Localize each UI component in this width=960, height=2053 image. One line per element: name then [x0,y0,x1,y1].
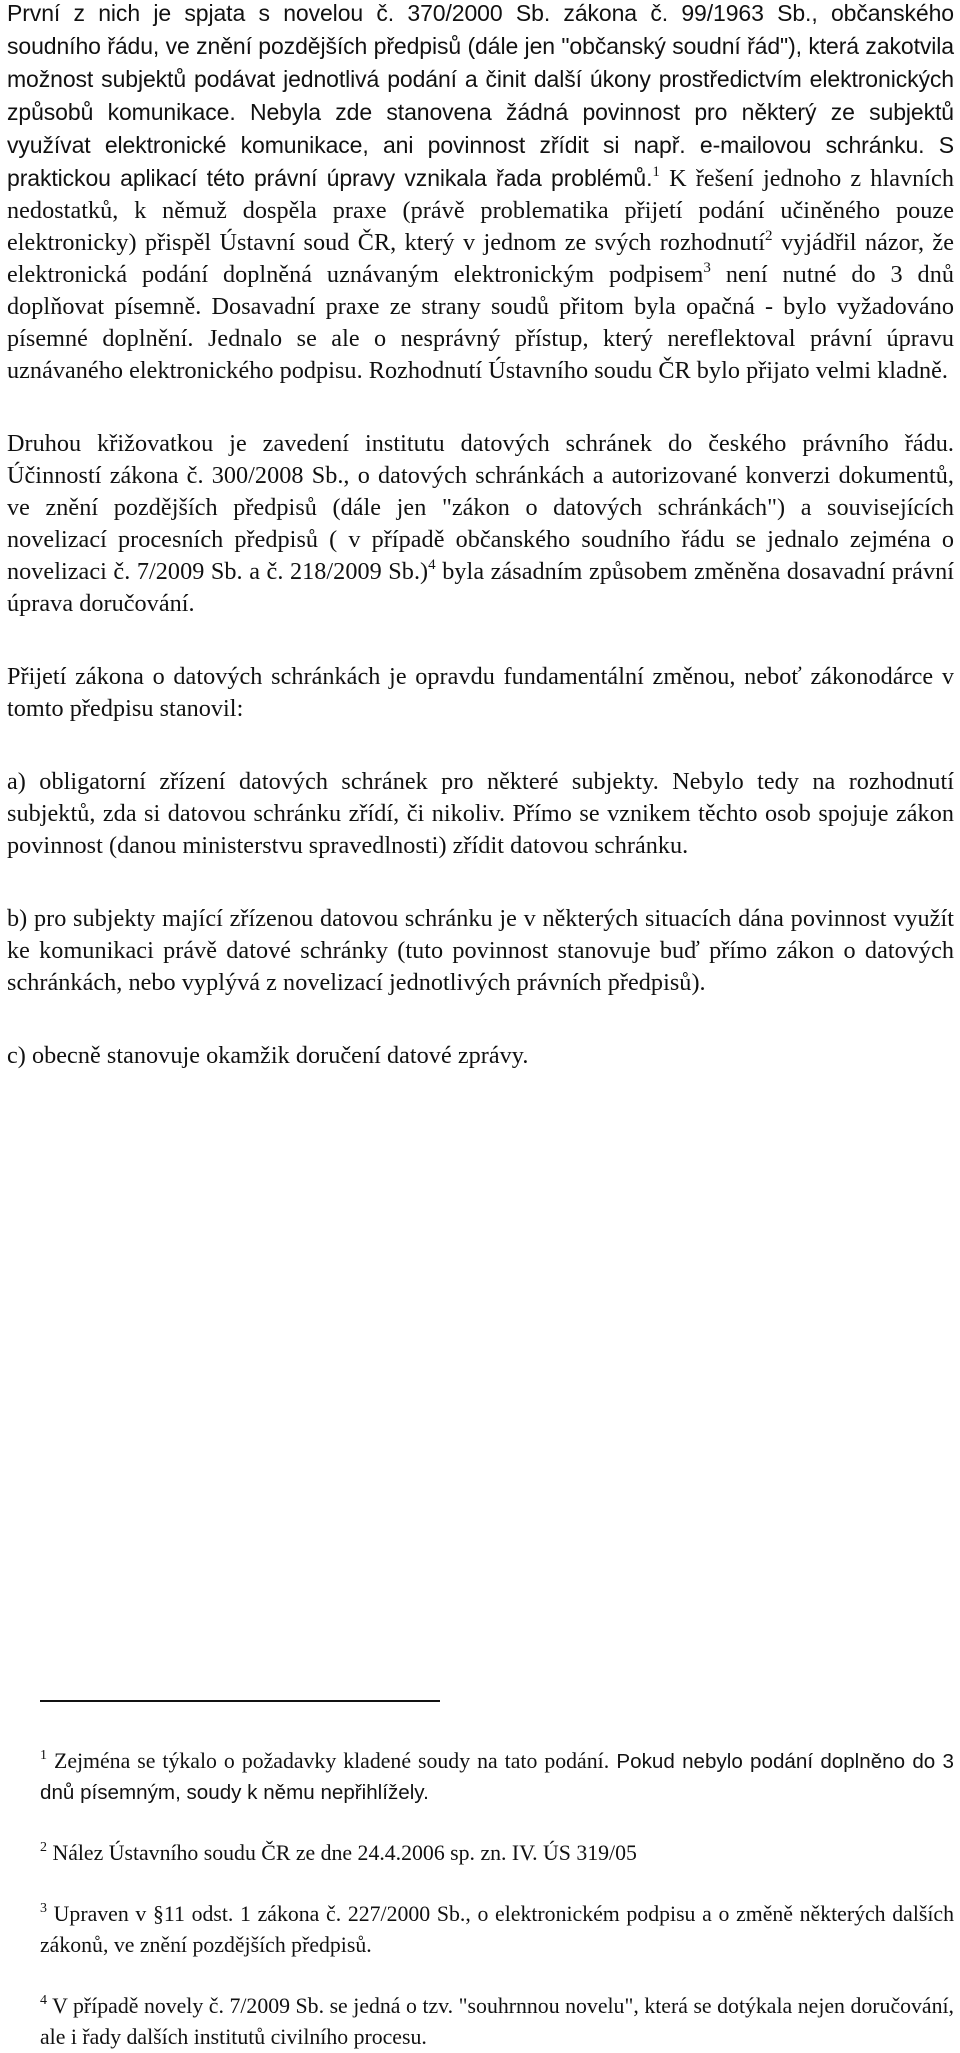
footnote-text-continued: Pokud nebylo podání doplněno do 3 dnů písemným, soudy k němu nepřihlížely. [40,1750,954,1804]
footnote-ref-2: 2 [765,228,773,244]
footnote-number: 1 [40,1748,47,1763]
list-item-c: c) obecně stanovuje okamžik doručení datové zprávy. [7,1042,529,1069]
paragraph-spacer [7,725,954,766]
document-body [7,0,954,1072]
paragraph-2-text-b: byla zásadním způsobem změněna dosavadní právní úprava doručování. [7,558,954,617]
paragraph-electronic-filing [7,0,954,387]
footnote-number: 4 [40,1993,47,2008]
footnote-number: 2 [40,1840,47,1855]
footnote-ref-3: 3 [703,260,711,276]
footnote-1 [40,1746,954,1808]
footnote-ref-4: 4 [428,557,436,573]
paragraph-1-text-d: není nutné do 3 dnů doplňovat písemně. Dosavadní praxe ze strany soudů přitom byla opačná - bylo vyžadováno písemné doplnění. Jednalo se ale o nesprávný přístup, který nereflektoval právní úpravu uznávaného elektronického podpisu. [7,261,954,384]
paragraph-spacer [7,387,954,428]
footnote-number: 3 [40,1901,47,1916]
paragraph-data-boxes [7,428,954,620]
paragraph-spacer [7,620,954,661]
footnote-text: Zejména se týkalo o požadavky kladené soudy na tato podání. [47,1749,610,1773]
paragraph-spacer [7,999,954,1040]
footnote-text: Nález Ústavního soudu ČR ze dne 24.4.2006 sp. zn. IV. ÚS 319/05 [47,1841,637,1865]
paragraph-spacer [7,862,954,903]
footnote-2 [40,1838,954,1869]
footnote-ref-1: 1 [652,164,660,180]
footnotes-section [40,1746,954,2053]
footnote-3 [40,1899,954,1961]
paragraph-1-text-b: K řešení jednoho z hlavních nedostatků, k němuž dospěla praxe (právě problematika přijetí podání učiněného pouze elektronicky) přispěl Ústavní soud ČR, který v jednom ze svých rozhodnutí [7,165,954,256]
paragraph-2-text-a: Druhou křižovatkou je zavedení institutu datových schránek do českého právního řádu. Účinností zákona č. 300/2008 Sb., o datových schránkách a autorizované konverzi dokumentů, ve znění pozdějších předpisů (dále jen "zákon o datových schránkách") a souvisejících novelizací procesních předpisů ( v případě občanského soudního řádu se jednalo zejména o novelizaci č. 7/2009 Sb. a č. 218/2009 Sb.) [7,430,954,585]
paragraph-1-text-c: vyjádřil názor, že elektronická podání doplněná uznávaným elektronickým podpisem [7,229,954,288]
list-item-b: b) pro subjekty mající zřízenou datovou schránku je v některých situacích dána povinnost využít ke komunikaci právě datové schránky (tuto povinnost stanovuje buď přímo zákon o datových schránkách, nebo vyplývá z novelizací jednotlivých právních předpisů). [7,905,954,996]
paragraph-1-intro: První z nich je spjata s novelou č. 370/2000 Sb. zákona č. 99/1963 Sb., občanského soudního řádu, ve znění pozdějších předpisů (dále jen "občanský soudní řád"), která zakotvila možnost subjektů podávat jednotlivá podání a činit další úkony prostředictvím elektronických způsobů komunikace. Nebyla zde stanovena žádná povinnost pro některý ze subjektů využívat elektronické komunikace, ani povinnost zřídit si např. e-mailovou schránku. S praktickou aplikací této právní úpravy vznikala řada problémů. [7,0,954,191]
footnote-text: Upraven v §11 odst. 1 zákona č. 227/2000 Sb., o elektronickém podpisu a o změně některých dalších zákonů, ve znění pozdějších předpisů. [40,1902,954,1957]
list-item-a: a) obligatorní zřízení datových schránek pro některé subjekty. Nebylo tedy na rozhodnutí subjektů, zda si datovou schránku zřídí, či nikoliv. Přímo se vznikem těchto osob spojuje zákon povinnost (danou ministerstvu spravedlnosti) zřídit datovou schránku. [7,768,954,859]
footnote-4 [40,1991,954,2053]
paragraph-1-text-e: Rozhodnutí Ústavního soudu ČR bylo přijato velmi kladně. [362,357,948,384]
footnote-separator [40,1700,440,1702]
paragraph-fundamental-change: Přijetí zákona o datových schránkách je opravdu fundamentální změnou, neboť zákonodárce v tomto předpisu stanovil: [7,663,954,722]
footnote-text: V případě novely č. 7/2009 Sb. se jedná o tzv. "souhrnnou novelu", která se dotýkala nejen doručování, ale i řady dalších institutů civilního procesu. [40,1994,954,2049]
